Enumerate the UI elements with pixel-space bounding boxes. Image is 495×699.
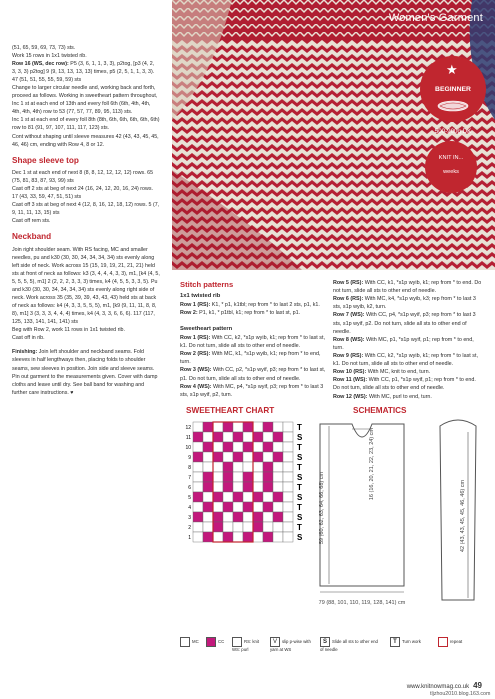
yarn-weight: 500-900g DK bbox=[434, 128, 472, 135]
row-text: With CC, p4, *s1p wyif, p3; rep from * to last 3 sts, s1p wyif, p2. Do not turn, slide all sts to other end of needle. bbox=[333, 312, 476, 335]
chart-cell bbox=[283, 532, 293, 542]
chart-cell bbox=[233, 462, 243, 472]
slip-icon: V bbox=[270, 637, 280, 647]
mc-swatch bbox=[180, 637, 190, 647]
chart-row-number: 2 bbox=[188, 525, 191, 531]
pattern-row bbox=[180, 366, 328, 382]
chart-cell bbox=[213, 512, 223, 522]
chart-cell bbox=[263, 512, 273, 522]
star-icon: ★ bbox=[446, 62, 458, 77]
chart-cell bbox=[223, 502, 233, 512]
neckband-heading: Neckband bbox=[12, 232, 52, 242]
row-text: With MC, knit to end, turn. bbox=[366, 369, 431, 376]
paragraph: Inc 1 st at each end of every foll 8th (8th, 6th, 6th, 6th, 6th, 6th) row to 81 (91, 97, 107, 111, 117, 123) sts. bbox=[12, 117, 162, 132]
chart-cell bbox=[263, 462, 273, 472]
chart-cell bbox=[213, 502, 223, 512]
chart-legend bbox=[180, 637, 486, 659]
chart-cell bbox=[213, 522, 223, 532]
row-label: Row 3 (WS): bbox=[180, 367, 212, 374]
chart-cell bbox=[223, 532, 233, 542]
legend-repeat-label: repeat bbox=[450, 639, 463, 645]
chart-cell bbox=[243, 462, 253, 472]
chart-cell bbox=[253, 512, 263, 522]
legend-cc bbox=[206, 637, 224, 647]
left-column bbox=[12, 44, 160, 397]
chart-cell bbox=[233, 482, 243, 492]
row-label: Row 16 (WS, dec row): bbox=[12, 61, 69, 68]
chart-cell bbox=[203, 512, 213, 522]
chart-cell bbox=[273, 422, 283, 432]
chart-cell bbox=[283, 482, 293, 492]
pattern-row bbox=[333, 336, 483, 352]
stitch-patterns-column-2 bbox=[333, 279, 483, 401]
schematics-title: SCHEMATICS bbox=[353, 406, 407, 415]
legend-turn-label: Turn work bbox=[402, 639, 421, 645]
sweetheart-rows-a bbox=[180, 334, 328, 399]
stitch-patterns-column bbox=[180, 279, 328, 399]
chart-cell bbox=[203, 452, 213, 462]
chart-cell bbox=[213, 482, 223, 492]
chart-cell bbox=[273, 512, 283, 522]
knit-in-label: KNIT IN... bbox=[438, 155, 464, 161]
pattern-row bbox=[333, 279, 483, 295]
chart-cell bbox=[193, 432, 203, 442]
row-label: Row 7 (WS): bbox=[333, 312, 365, 319]
chart-cell bbox=[193, 442, 203, 452]
chart-cell bbox=[243, 492, 253, 502]
chart-cell bbox=[243, 452, 253, 462]
row16-paragraph bbox=[12, 60, 160, 84]
chart-row-letter: S bbox=[297, 473, 303, 482]
chart-cell bbox=[253, 482, 263, 492]
slide-icon: S bbox=[320, 637, 330, 647]
chart-row-letter: T bbox=[297, 523, 302, 532]
chart-cell bbox=[233, 502, 243, 512]
row-label: Row 5 (RS): bbox=[333, 280, 364, 286]
pattern-row bbox=[180, 350, 328, 366]
row-text: With MC, k4, *s1p wyib, k3; rep from * to last 3 sts, s1p wyib, k2, turn. bbox=[333, 296, 476, 311]
chart-cell bbox=[253, 452, 263, 462]
chart-row-letter: T bbox=[297, 463, 302, 472]
row-label: Row 6 (RS): bbox=[333, 296, 364, 303]
text-line: Work 15 rows in 1x1 twisted rib. bbox=[12, 53, 87, 60]
text-line: (51, 65, 59, 69, 73, 73) sts. bbox=[12, 45, 76, 51]
legend-slip bbox=[270, 637, 314, 652]
pattern-row bbox=[180, 334, 328, 350]
row-text: With CC, k2, *s1p wyib, k1; rep from * to last st, k1. Do not turn, slide all sts to other end of needle. bbox=[180, 334, 325, 350]
chart-row-number: 5 bbox=[188, 495, 191, 501]
chart-row-number: 7 bbox=[188, 475, 191, 481]
row-label: Row 8 (WS): bbox=[333, 336, 365, 343]
difficulty-badge bbox=[420, 56, 486, 175]
chart-cell bbox=[273, 532, 283, 542]
schematics-diagram bbox=[300, 416, 490, 636]
chart-cell bbox=[233, 432, 243, 442]
row-text: With CC, p2, *s1p wyif, p3; rep from * to last st, p1. Do not turn, slide all sts to other end of needle. bbox=[180, 367, 326, 382]
chart-row-letter: T bbox=[297, 483, 302, 492]
chart-cell bbox=[263, 472, 273, 482]
chart-cell bbox=[233, 422, 243, 432]
chart-cell bbox=[263, 432, 273, 442]
chart-cell bbox=[253, 442, 263, 452]
legend-slip-label: slip p-wise with yarn at WS bbox=[270, 639, 311, 652]
chart-cell bbox=[263, 482, 273, 492]
chart-cell bbox=[203, 432, 213, 442]
rib-row bbox=[180, 301, 328, 309]
chart-cell bbox=[263, 452, 273, 462]
chart-cell bbox=[283, 462, 293, 472]
chart-cell bbox=[243, 482, 253, 492]
chart-row-number: 3 bbox=[188, 515, 191, 521]
chart-cell bbox=[233, 442, 243, 452]
chart-cell bbox=[253, 502, 263, 512]
page-footer bbox=[407, 681, 482, 690]
legend-knit-label: RS: knit WS: purl bbox=[232, 639, 260, 652]
chart-cell bbox=[213, 532, 223, 542]
chart-cell bbox=[253, 422, 263, 432]
chart-cell bbox=[283, 442, 293, 452]
row-label: Row 2: bbox=[180, 310, 198, 317]
chart-cell bbox=[243, 512, 253, 522]
chart-cell bbox=[273, 472, 283, 482]
legend-repeat bbox=[438, 637, 462, 647]
chart-row-letter: S bbox=[297, 493, 303, 502]
row-text: With MC, p1, *s1p wyif, p1; rep from * to end, turn. bbox=[333, 336, 474, 351]
legend-turn bbox=[390, 637, 421, 647]
knit-time-badge bbox=[425, 141, 477, 193]
subheading: Sweetheart pattern bbox=[180, 326, 233, 333]
cc-swatch bbox=[206, 637, 216, 647]
row-text: K1, * p1, k1tbl; rep from * to last 2 sts, p1, k1. bbox=[210, 302, 320, 309]
chart-cell bbox=[233, 492, 243, 502]
chart-cell bbox=[273, 522, 283, 532]
chart-cell bbox=[263, 492, 273, 502]
chart-cell bbox=[213, 462, 223, 472]
chart-cell bbox=[283, 512, 293, 522]
rib-row bbox=[180, 309, 328, 317]
row-label: Row 1 (RS): bbox=[180, 334, 211, 341]
chart-cell bbox=[243, 472, 253, 482]
chart-cell bbox=[193, 492, 203, 502]
row-text: With CC, k1, *s1p wyib, k1; rep from * to end. Do not turn, slide all sts to other end of needle. bbox=[333, 280, 482, 295]
chart-cell bbox=[253, 522, 263, 532]
chart-cell bbox=[203, 502, 213, 512]
chart-cell bbox=[213, 472, 223, 482]
pattern-row bbox=[333, 376, 483, 392]
row-label: Row 11 (WS): bbox=[333, 377, 368, 384]
chart-cell bbox=[213, 432, 223, 442]
row-text: With MC, purl to end, turn. bbox=[367, 393, 432, 400]
legend-mc-label: MC bbox=[192, 639, 199, 645]
chart-cell bbox=[243, 432, 253, 442]
chart-cell bbox=[283, 472, 293, 482]
chart-cell bbox=[233, 532, 243, 542]
chart-cell bbox=[253, 462, 263, 472]
chart-cell bbox=[223, 422, 233, 432]
chart-cell bbox=[193, 532, 203, 542]
section-brand: Women's Garment bbox=[388, 12, 483, 24]
chart-cell bbox=[233, 452, 243, 462]
chart-cell bbox=[193, 482, 203, 492]
chart-cell bbox=[203, 522, 213, 532]
chart-cell bbox=[253, 492, 263, 502]
chart-cell bbox=[233, 472, 243, 482]
chart-cell bbox=[273, 482, 283, 492]
chart-cell bbox=[203, 462, 213, 472]
chart-cell bbox=[263, 522, 273, 532]
row-label: Row 1 (RS): bbox=[180, 302, 211, 309]
turn-icon: T bbox=[390, 637, 400, 647]
chart-cell bbox=[283, 432, 293, 442]
chart-cell bbox=[213, 442, 223, 452]
pattern-row bbox=[333, 352, 483, 368]
pattern-row bbox=[180, 383, 328, 399]
chart-cell bbox=[243, 442, 253, 452]
legend-slide bbox=[320, 637, 382, 652]
chart-row-number: 9 bbox=[188, 455, 191, 461]
sleeve-outline bbox=[440, 420, 476, 600]
chart-cell bbox=[193, 472, 203, 482]
chart-cell bbox=[223, 462, 233, 472]
chart-cell bbox=[273, 502, 283, 512]
chart-cell bbox=[283, 492, 293, 502]
row-label: Row 9 (RS): bbox=[333, 352, 364, 359]
neck-label: 16 (16, 20, 21, 22, 23, 24) cm bbox=[369, 428, 375, 501]
chart-cell bbox=[193, 462, 203, 472]
legend-knit bbox=[232, 637, 264, 652]
chart-title: SWEETHEART CHART bbox=[186, 406, 275, 415]
row-label: Row 10 (RS): bbox=[333, 369, 367, 376]
chart-cell bbox=[273, 462, 283, 472]
chart-row-letter: S bbox=[297, 513, 303, 522]
chart-cell bbox=[243, 532, 253, 542]
chart-cell bbox=[243, 422, 253, 432]
chart-cell bbox=[253, 472, 263, 482]
stitch-patterns-heading: Stitch patterns bbox=[180, 280, 234, 289]
weeks-label: weeks bbox=[443, 169, 459, 175]
subheading: 1x1 twisted rib bbox=[180, 293, 221, 300]
sleeve-length-label: 42 (43, 43, 45, 45, 46, 46) cm bbox=[460, 479, 466, 553]
paragraph: Cont without shaping until sleeve measures 42 (43, 43, 45, 45, 46, 46) cm, ending with Row 4, 8 or 12. bbox=[12, 133, 161, 148]
chart-cell bbox=[223, 482, 233, 492]
row-label: Row 2 (RS): bbox=[180, 351, 211, 358]
chart-cell bbox=[203, 532, 213, 542]
chart-cell bbox=[283, 452, 293, 462]
chart-cell bbox=[253, 432, 263, 442]
chart-row-number: 8 bbox=[188, 465, 191, 471]
row-text: P5 (3, 6, 1, 1, 3, 3), p2tog, [p3 (4, 2, 3, 3, 3) p2tog] 9 (9, 13, 13, 13, 13) times, p5 (2, 5, 1, 1, 3, 3). 47 (51, 51, 55, 55, 59, 59) sts bbox=[12, 61, 156, 84]
knit-swatch bbox=[232, 637, 242, 647]
level-badge bbox=[420, 56, 486, 122]
legend-mc bbox=[180, 637, 199, 647]
chart-cell bbox=[223, 492, 233, 502]
chart-row-number: 10 bbox=[185, 445, 191, 451]
chart-cell bbox=[213, 492, 223, 502]
paragraph: Change to larger circular needle and, working back and forth, proceed as follows. Working in sweetheart pattern throughout, Inc 1 st at each end of 13th and every foll 6th (6th, 4th, 4th, 4th, 4th, 4th) row to 53 (77, 57, 77, 89, 95, 113) sts. bbox=[12, 85, 159, 116]
chart-cell bbox=[253, 532, 263, 542]
shape-sleeve-heading: Shape sleeve top bbox=[12, 155, 79, 165]
chart-row-number: 4 bbox=[188, 505, 191, 511]
row-text: With MC, k1, *s1p wyib, k1; rep from * to end, turn. bbox=[180, 351, 321, 366]
chart-cell bbox=[263, 442, 273, 452]
pattern-row bbox=[333, 368, 483, 376]
chart-cell bbox=[203, 422, 213, 432]
chart-row-number: 11 bbox=[185, 435, 191, 441]
body-length-label: 59 (60, 62, 63, 64, 66, 68) cm bbox=[319, 471, 325, 545]
chart-cell bbox=[223, 512, 233, 522]
repeat-icon bbox=[438, 637, 448, 647]
chart-row-letter: S bbox=[297, 453, 303, 462]
chart-cell bbox=[193, 502, 203, 512]
chart-cell bbox=[273, 452, 283, 462]
chart-cell bbox=[263, 422, 273, 432]
row-label: Row 12 (WS): bbox=[333, 393, 368, 400]
row-text: With CC, p1, *s1p wyif, p1; rep from * to end. Do not turn, slide all sts to other end of needle. bbox=[333, 377, 476, 392]
chart-row-number: 12 bbox=[185, 425, 191, 431]
chart-row-letter: T bbox=[297, 423, 302, 432]
chart-cell bbox=[263, 502, 273, 512]
chart-cell bbox=[203, 482, 213, 492]
page-number: 49 bbox=[473, 681, 482, 690]
chart-cell bbox=[213, 422, 223, 432]
chart-row-letter: T bbox=[297, 503, 302, 512]
chart-row-number: 6 bbox=[188, 485, 191, 491]
chart-row-number: 1 bbox=[188, 535, 191, 541]
legend-cc-label: CC bbox=[218, 639, 225, 645]
chart-cell bbox=[223, 452, 233, 462]
chart-cell bbox=[243, 502, 253, 512]
row-text: With MC, p4, *s1p wyif, p3; rep from * to last 3 sts, s1p wyif, p2, turn. bbox=[180, 383, 324, 398]
chart-cell bbox=[273, 432, 283, 442]
chart-cell bbox=[223, 432, 233, 442]
chart-cell bbox=[223, 442, 233, 452]
chart-cell bbox=[203, 442, 213, 452]
width-label: 79 (88, 101, 110, 119, 128, 141) cm bbox=[318, 600, 406, 606]
chart-cell bbox=[283, 502, 293, 512]
chart-cell bbox=[193, 452, 203, 462]
blog-credit: tljzhou2010.blog.163.com bbox=[430, 691, 491, 697]
chart-cell bbox=[233, 512, 243, 522]
shape-sleeve-text: Dec 1 st at each end of next 8 (8, 8, 12, 12, 12, 12) rows. 65 (75, 81, 83, 87, 93, 99) sts Cast off 2 sts at beg of next 24 (16, 24, 12, 20, 16, 24) rows. 17 (43, 33, 59, 47, 51, 51) sts Cast off 3 sts at beg of next 4 (12, 8, 16, 12, 18, 12) rows. 5 (7, 9, 11, 11, 13, 15) sts Cast off rem sts. bbox=[12, 170, 160, 225]
chart-cell bbox=[193, 522, 203, 532]
chart-cell bbox=[273, 492, 283, 502]
chart-cell bbox=[213, 452, 223, 462]
chart-cell bbox=[193, 422, 203, 432]
chart-row-letter: S bbox=[297, 533, 303, 542]
chart-cell bbox=[243, 522, 253, 532]
row-text: With CC, k2, *s1p wyib, k1; rep from * to last st, k1. Do not turn, slide all sts to other end of needle. bbox=[333, 352, 478, 368]
chart-row-letter: S bbox=[297, 433, 303, 442]
neckband-text: Join right shoulder seam. With RS facing, MC and smaller needles, pu and k30 (30, 30, 34, 34, 34, 34) sts evenly along left side of neck. Work across 15 (15, 19, 19, 21, 21, 21) held sts at front of neck as follows: k3 (3, 4, 4, 4, 3, 3), m1, [k4 (4, 5, 5, 5, 5, 5), m1] 2 (2, 2, 2, 3, 3, 3) times, k4 (4, 5, 5, 3, 3, 5). Pu and k30 (30, 30, 34, 34, 34, 34) sts evenly along right side of neck. Work across 35 (35, 39, 39, 43, 43, 43) held sts at back of neck as follows: k4 (4, 3, 3, 5, 5, 5), m1, [k9 (9, 11, 11, 8, 8, 8), m1] 3 (3, 3, 3, 4, 4, 4) times, k4 (4, 3, 3, 6, 6, 6). 117 (117, 125, 133, 141, 141, 141) sts Beg with Row 2, work 11 rows in 1x1 twisted rib. Cast off in rib. bbox=[12, 246, 160, 342]
chart-cell bbox=[233, 522, 243, 532]
body-outline bbox=[320, 424, 404, 586]
chart-cell bbox=[203, 472, 213, 482]
finishing-paragraph bbox=[12, 348, 160, 396]
finishing-label: Finishing: bbox=[12, 349, 38, 356]
chart-cell bbox=[193, 512, 203, 522]
chart-row-letter: T bbox=[297, 443, 302, 452]
chart-cell bbox=[283, 522, 293, 532]
chart-cell bbox=[283, 422, 293, 432]
pattern-row bbox=[333, 311, 483, 335]
pattern-row bbox=[333, 393, 483, 401]
site-url: www.knitnowmag.co.uk bbox=[406, 684, 470, 690]
chart-cell bbox=[223, 472, 233, 482]
chart-cell bbox=[203, 492, 213, 502]
legend-slide-label: Slide all sts to other end of needle bbox=[320, 639, 378, 652]
chart-cell bbox=[273, 442, 283, 452]
yarn-ball-icon bbox=[435, 100, 471, 112]
row-label: Row 4 (WS): bbox=[180, 383, 212, 390]
finishing-text: Join left shoulder and neckband seams. Fold sleeves in half lengthways then, placing folds to shoulder seams, sew sleeves in position. Join side and sleeve seams. Pin out garment to the measurements given. Cover with damp cloths and leave until dry. See ball band for washing and further care instructions. ♥ bbox=[12, 349, 159, 396]
pattern-row bbox=[333, 295, 483, 311]
chart-cell bbox=[263, 532, 273, 542]
row-text: P1, k1, * p1tbl, k1; rep from * to last st, p1. bbox=[197, 310, 301, 317]
chart-cell bbox=[223, 522, 233, 532]
level-label: BEGINNER bbox=[435, 86, 471, 93]
